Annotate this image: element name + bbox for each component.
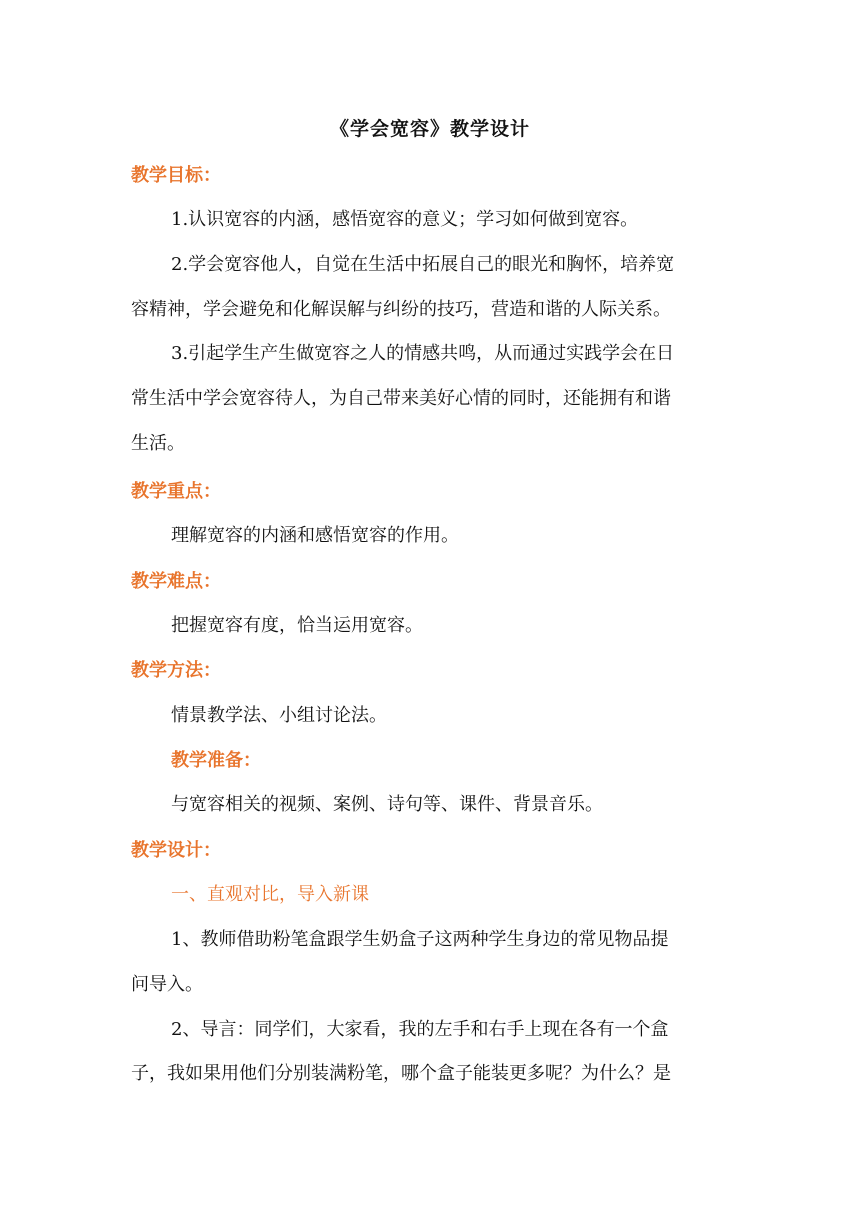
objectives-line-6: 生活。: [131, 433, 185, 454]
document-title: 《学会宽容》教学设计: [329, 118, 530, 140]
objectives-line-1: 1.认识宽容的内涵，感悟宽容的意义；学习如何做到宽容。: [171, 209, 639, 230]
design-line-3: 2、导言：同学们，大家看，我的左手和右手上现在各有一个盒: [171, 1019, 669, 1040]
design-heading: 教学设计：: [131, 840, 221, 861]
design-subheading: 一、直观对比，导入新课: [171, 884, 369, 905]
key-points-heading: 教学重点：: [131, 481, 221, 502]
design-line-4: 子，我如果用他们分别装满粉笔，哪个盒子能装更多呢？为什么？是: [131, 1063, 671, 1084]
objectives-heading: 教学目标：: [131, 165, 221, 186]
objectives-line-2: 2.学会宽容他人，自觉在生活中拓展自己的眼光和胸怀，培养宽: [171, 254, 675, 275]
difficulties-heading: 教学难点：: [131, 571, 221, 592]
design-line-2: 问导入。: [131, 974, 203, 995]
key-points-line-1: 理解宽容的内涵和感悟宽容的作用。: [171, 525, 459, 546]
objectives-line-3: 容精神，学会避免和化解误解与纠纷的技巧，营造和谐的人际关系。: [131, 299, 671, 320]
objectives-line-5: 常生活中学会宽容待人，为自己带来美好心情的同时，还能拥有和谐: [131, 388, 671, 409]
objectives-line-4: 3.引起学生产生做宽容之人的情感共鸣，从而通过实践学会在日: [171, 343, 675, 364]
methods-line-1: 情景教学法、小组讨论法。: [171, 705, 387, 726]
design-line-1: 1、教师借助粉笔盒跟学生奶盒子这两种学生身边的常见物品提: [171, 929, 669, 950]
preparation-line-1: 与宽容相关的视频、案例、诗句等、课件、背景音乐。: [171, 794, 603, 815]
methods-heading: 教学方法：: [131, 660, 221, 681]
preparation-heading: 教学准备：: [171, 750, 261, 771]
difficulties-line-1: 把握宽容有度，恰当运用宽容。: [171, 615, 423, 636]
